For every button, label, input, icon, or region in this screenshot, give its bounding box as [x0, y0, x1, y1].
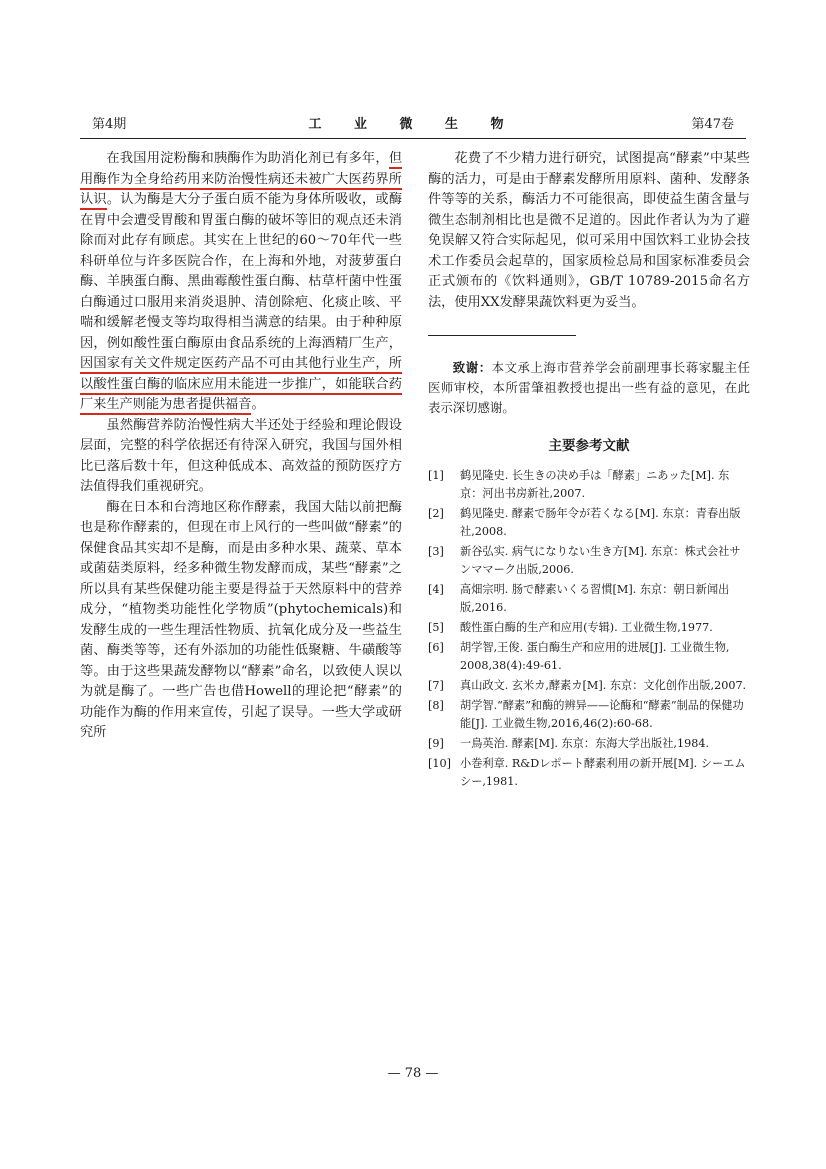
reference-text: 小巻利章. R&Dレポート酵素利用の新开展[M]. シーエムシー,1981. [460, 756, 746, 788]
reference-text: 胡学智,王俊. 蛋白酶生产和应用的进展[J]. 工业微生物, 2008,38(4):49-61. [460, 640, 730, 672]
header-rule [80, 138, 746, 139]
ack-label: 致谢： [452, 360, 492, 375]
ack-text: 本文承上海市营养学会前副理事长蒋家騉主任医师审校，本所雷肇祖教授也提出一些有益的意见，在此表示深切感谢。 [428, 360, 751, 415]
right-column [428, 149, 750, 793]
reference-text: 一鳥英治. 酵素[M]. 东京：东海大学出版社,1984. [460, 736, 709, 750]
reference-number: [10] [428, 756, 451, 770]
reference-item [428, 543, 750, 579]
reference-number: [7] [428, 678, 444, 692]
reference-number: [1] [428, 468, 444, 482]
volume-number: 第47卷 [691, 117, 734, 132]
paragraph-enzyme-clinical [80, 149, 402, 416]
running-header [80, 116, 746, 138]
reference-text: 鹤见隆史. 酵素で肠年令が若くなる[M]. 东京：青春出版社,2008. [460, 506, 741, 538]
journal-name: 工 业 微 生 物 [308, 117, 518, 132]
references-title: 主要参考文献 [548, 438, 630, 454]
reference-item [428, 639, 750, 675]
reference-item [428, 581, 750, 617]
reference-item [428, 505, 750, 541]
text-segment: 在我国用淀粉酶和胰酶作为助消化剂已有多年， [106, 151, 389, 166]
reference-text: 酸性蛋白酶的生产和应用(专辑). 工业微生物,1977. [460, 620, 713, 634]
reference-text: 新谷弘实. 病气になりない生き方[M]. 东京：株式会社サンママーク出版,2006. [460, 544, 741, 576]
left-column [80, 149, 402, 744]
reference-number: [2] [428, 506, 444, 520]
reference-number: [9] [428, 736, 444, 750]
reference-text: 高畑宗明. 肠で酵素いくる習慣[M]. 东京：朝日新闻出版,2016. [460, 582, 730, 614]
text-segment: 。 [251, 397, 265, 412]
reference-item [428, 467, 750, 503]
reference-text: 鹤见隆史. 长生きの决め手は「酵素」ニあッた[M]. 东京：河出书房新社,2007. [460, 468, 730, 500]
reference-text: 胡学智.“酵素”和酶的辨异——论酶和“酵素”制品的保健功能[J]. 工业微生物,2016,46(2):60-68. [460, 698, 744, 730]
paragraph-naming: 花费了不少精力进行研究，试图提高“酵素”中某些酶的活力，可是由于酵素发酵所用原料、菌种、发酵条件等等的关系，酶活力不可能很高，即使益生菌含量与微生态制剂相比也是微不足道的。因此作者认为为了避免误解又符合实际起见，似可采用中国饮料工业协会技术工作委员会起草的，国家质检总局和国家标准委员会正式颁布的《饮料通则》，GB/T 10789-2015命名方法，使用XX发酵果蔬饮料更为妥当。 [428, 151, 750, 310]
reference-list [428, 467, 750, 791]
underlined-text: 但用酶作为全身给药用来防治慢性病还未被广大医药界所认识 [80, 151, 402, 210]
reference-item [428, 697, 750, 733]
reference-item [428, 755, 750, 791]
reference-number: [4] [428, 582, 444, 596]
reference-number: [8] [428, 698, 444, 712]
issue-number: 第4期 [92, 117, 127, 132]
underlined-text: 因国家有关文件规定医药产品不可由其他行业生产，所以酸性蛋白酶的临床应用未能进一步推广，如能联合药厂来生产则能为患者提供福音 [80, 356, 402, 415]
reference-text: 真山政文. 玄米カ,酵素カ[M]. 东京：文化创作出版,2007. [460, 678, 747, 692]
text-segment: 。认为酶是大分子蛋白质不能为身体所吸收，或酶在胃中会遭受胃酸和胃蛋白酶的破坏等旧的观点还未消除而对此存有顾虑。其实在上世纪的60～70年代一些科研单位与许多医院合作，在上海和外地，对菠萝蛋白酶、羊胰蛋白酶、黑曲霉酸性蛋白酶、枯草杆菌中性蛋白酶通过口服用来消炎退肿、清创除疤、化痰止咳、平喘和缓解老慢支等均取得相当满意的结果。由于种种原因，例如酸性蛋白酶原由食品系统的上海酒精厂生产， [80, 192, 403, 351]
reference-number: [3] [428, 544, 444, 558]
footnote-rule [428, 335, 576, 336]
reference-item [428, 735, 750, 753]
paragraph-jiaosu: 酶在日本和台湾地区称作酵素，我国大陆以前把酶也是称作酵素的，但现在市上风行的一些叫做“酵素”的保健食品其实却不是酶，而是由多种水果、蔬菜、草本或菌菇类原料，经多种微生物发酵而成，某些“酵素”之所以具有某些保健功能主要是得益于天然原料中的营养成分，“植物类功能性化学物质”(phytochemicals)和发酵生成的一些生理活性物质、抗氧化成分及一些益生菌、酶类等等，还有外添加的功能性低聚糖、牛磺酸等等。由于这些果蔬发酵物以“酵素”命名，以致使人误以为就是酶了。一些广告也借Howell的理论把“酵素”的功能作为酶的作用来宣传，引起了误导。一些大学或研究所 [80, 499, 402, 740]
reference-item [428, 677, 750, 695]
reference-number: [5] [428, 620, 444, 634]
reference-item [428, 619, 750, 637]
page-number: — 78 — [387, 1066, 439, 1081]
reference-number: [6] [428, 640, 444, 654]
paragraph-research-gap: 虽然酶营养防治慢性病大半还处于经验和理论假设层面，完整的科学依据还有待深入研究，我国与国外相比已落后数十年，但这种低成本、高效益的预防医疗方法值得我们重视研究。 [80, 417, 402, 494]
acknowledgement [428, 358, 750, 418]
